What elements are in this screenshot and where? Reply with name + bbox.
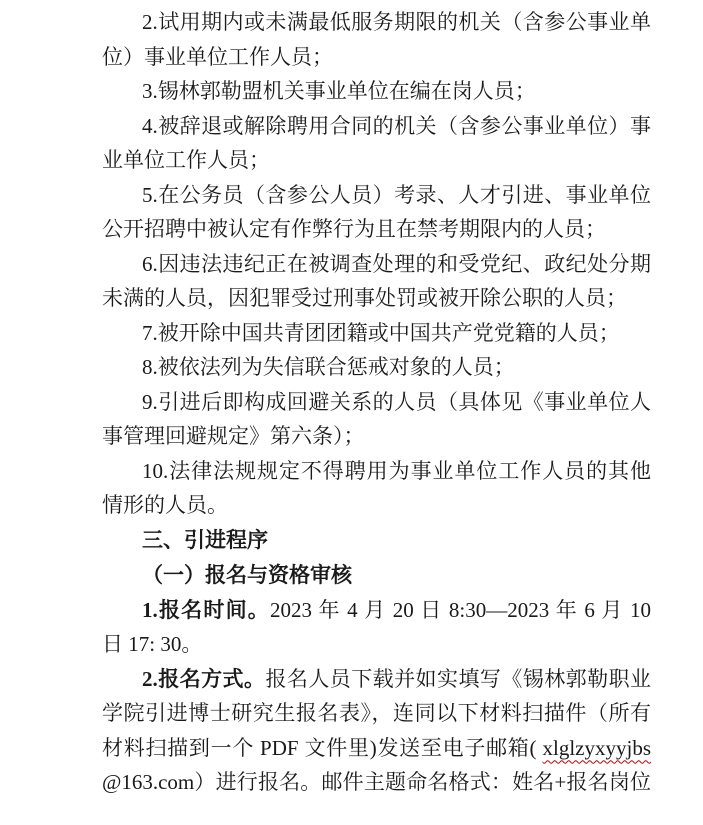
para-6-line-2 (102, 281, 651, 316)
para-9-line-2 (102, 419, 651, 454)
email-address-text: xlglzyxyyjbs (542, 735, 651, 760)
text-segment: 三、引进程序 (142, 528, 268, 552)
text-segment: 4.被辞退或解除聘用合同的机关（含参公事业单位）事 (142, 113, 651, 138)
para-4-line-1 (102, 109, 651, 144)
para-5-line-1 (102, 178, 651, 213)
text-segment: 9.引进后即构成回避关系的人员（具体见《事业单位人 (142, 389, 651, 414)
para-7-line-1 (102, 316, 651, 351)
text-segment: 情形的人员。 (102, 493, 228, 517)
para-9-line-1 (102, 385, 651, 420)
text-segment: 1.报名时间。 (142, 597, 271, 622)
para-4-line-2 (102, 143, 651, 178)
subsection-heading (102, 558, 651, 593)
para-2-line-2 (102, 40, 651, 75)
text-segment: 位）事业单位工作人员； (102, 44, 333, 69)
text-segment: 3.锡林郭勒盟机关事业单位在编在岗人员； (142, 79, 536, 103)
text-segment: 业单位工作人员； (102, 148, 270, 172)
para-signup-time-line-2 (102, 627, 651, 662)
para-6-line-1 (102, 247, 651, 282)
text-segment: （一）报名与资格审核 (142, 563, 352, 587)
para-signup-method-line-4 (102, 765, 651, 800)
text-segment: 学院引进博士研究生报名表》，连同以下材料扫描件（所有 (102, 701, 651, 725)
text-segment: 7.被开除中国共青团团籍或中国共产党党籍的人员； (142, 320, 620, 345)
text-segment: 2.试用期内或未满最低服务期限的机关（含参公事业单 (142, 10, 651, 34)
para-5-line-2 (102, 212, 651, 247)
text-segment: 未满的人员，因犯罪受过刑事处罚或被开除公职的人员； (102, 286, 627, 310)
text-segment: @163.com）进行报名。邮件主题命名格式：姓名+报名岗位 (102, 770, 651, 794)
text-segment: 2.报名方式。 (142, 666, 266, 691)
para-3-line-1 (102, 74, 651, 109)
para-8-line-1 (102, 350, 651, 385)
text-segment: 8.被依法列为失信联合惩戒对象的人员； (142, 355, 515, 379)
text-segment: 5.在公务员（含参公人员）考录、人才引进、事业单位 (142, 182, 651, 207)
para-10-line-1 (102, 454, 651, 489)
text-segment: 材料扫描到一个 PDF 文件里)发送至电子邮箱( (102, 735, 543, 760)
para-signup-method-line-1 (102, 662, 651, 697)
text-segment: 报名人员下载并如实填写《锡林郭勒职业 (265, 666, 652, 691)
text-segment: 6.因违法违纪正在被调查处理的和受党纪、政纪处分期 (142, 251, 651, 276)
text-segment: 事管理回避规定》第六条）； (102, 424, 365, 448)
text-segment: 10.法律法规规定不得聘用为事业单位工作人员的其他 (142, 458, 651, 483)
section-heading (102, 523, 651, 559)
text-segment: 公开招聘中被认定有作弊行为且在禁考期限内的人员； (102, 217, 606, 241)
para-2-line-1 (102, 5, 651, 40)
para-signup-time-line-1 (102, 593, 651, 628)
para-signup-method-line-3 (102, 731, 651, 766)
para-signup-method-line-2 (102, 696, 651, 731)
text-segment: 日 17: 30。 (102, 632, 203, 656)
para-10-line-2 (102, 488, 651, 523)
text-segment: 2023 年 4 月 20 日 8:30—2023 年 6 月 10 (270, 597, 651, 622)
